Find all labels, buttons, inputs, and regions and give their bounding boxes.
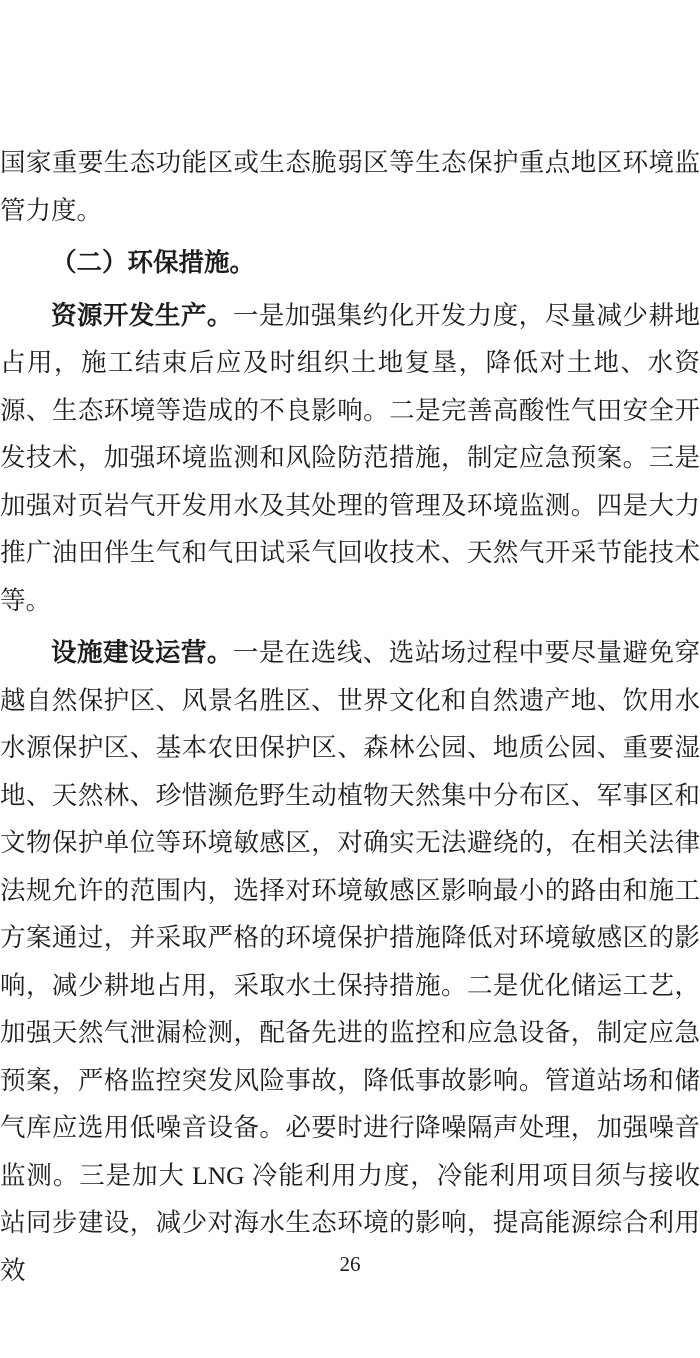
page-content — [0, 139, 700, 1294]
paragraph-resource-development-lead: 资源开发生产。 — [51, 300, 233, 330]
page-number: 26 — [339, 1252, 361, 1276]
paragraph-facility-operation-lead: 设施建设运营。 — [51, 638, 233, 667]
section-heading: （二）环保措施。 — [51, 248, 256, 277]
paragraph-continuation: 国家重要生态功能区或生态脆弱区等生态保护重点地区环境监管力度。 — [0, 148, 700, 225]
paragraph-resource-development-text: 一是加强集约化开发力度，尽量减少耕地占用，施工结束后应及时组织土地复垦，降低对土地、水资源、生态环境等造成的不良影响。二是完善高酸性气田安全开发技术，加强环境监测和风险防范措施，制定应急预案。三是加强对页岩气开发用水及其处理的管理及环境监测。四是大力推广油田伴生气和气田试采气回收技术、天然气开采节能技术等。 — [0, 300, 700, 615]
paragraph-resource-development — [0, 292, 700, 625]
paragraph-facility-operation — [0, 629, 700, 1294]
paragraph-facility-operation-text: 一是在选线、选站场过程中要尽量避免穿越自然保护区、风景名胜区、世界文化和自然遗产地、饮用水水源保护区、基本农田保护区、森林公园、地质公园、重要湿地、天然林、珍惜濒危野生动植物天然集中分布区、军事区和文物保护单位等环境敏感区，对确实无法避绕的，在相关法律法规允许的范围内，选择对环境敏感区影响最小的路由和施工方案通过，并采取严格的环境保护措施降低对环境敏感区的影响，减少耕地占用，采取水土保持措施。二是优化储运工艺，加强天然气泄漏检测，配备先进的监控和应急设备，制定应急预案，严格监控突发风险事故，降低事故影响。管道站场和储气库应选用低噪音设备。必要时进行降噪隔声处理，加强噪音监测。三是加大 LNG 冷能利用力度，冷能利用项目须与接收站同步建设，减少对海水生态环境的影响，提高能源综合利用效 — [0, 638, 700, 1285]
